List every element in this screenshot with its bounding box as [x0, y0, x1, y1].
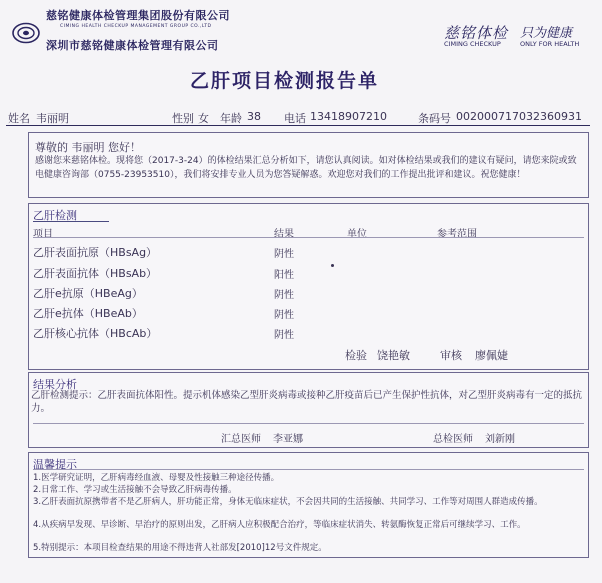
- reviewer-label: 审核: [440, 349, 462, 362]
- phone-label: 电话: [284, 112, 306, 125]
- header-unit: 单位: [347, 229, 367, 240]
- patient-gender: 女: [198, 112, 209, 125]
- greeting-body: 感谢您来慈铭体检。现将您（2017-3-24）的体检结果汇总分析如下，请您认真阅读。如对体检结果或我们的建议有疑问，请您来院或致电健康咨询部（0755-23953510），我们将安排专业人员为您答疑解惑。欢迎您对我们的工作提出批评和建议。祝您健康！: [35, 156, 577, 180]
- test-item-name: 乙肝表面抗原（HBsAg）: [33, 246, 158, 259]
- reviewer-name: 廖佩婕: [475, 349, 508, 362]
- chief-doctor-name: 刘新刚: [485, 434, 515, 445]
- test-section-title: 乙肝检测: [33, 209, 77, 222]
- test-item-result: 阴性: [274, 310, 294, 321]
- test-item-result: 阴性: [274, 249, 294, 260]
- age-label: 年龄: [220, 112, 242, 125]
- abnormal-marker: [331, 264, 334, 267]
- name-label: 姓名: [8, 112, 30, 125]
- analysis-box: [28, 372, 589, 448]
- section-underline: [33, 221, 109, 222]
- summary-doctor-name: 李亚娜: [273, 434, 303, 445]
- test-item-name: 乙肝核心抗体（HBcAb）: [33, 327, 158, 340]
- greeting-box: [28, 132, 589, 198]
- tips-divider: [33, 469, 584, 470]
- patient-age: 38: [247, 110, 261, 123]
- tips-title: 温馨提示: [33, 458, 77, 471]
- header-divider: [33, 237, 584, 238]
- barcode-label: 条码号: [418, 112, 451, 125]
- gender-label: 性别: [172, 112, 194, 125]
- branch-name-cn: 深圳市慈铭健康体检管理有限公司: [46, 39, 219, 52]
- analysis-title: 结果分析: [33, 378, 77, 391]
- analysis-divider: [33, 423, 584, 424]
- checker-label: 检验: [345, 349, 367, 362]
- brand-name: 慈铭体检: [444, 24, 509, 42]
- brand-name-en: CIMING CHECKUP: [444, 40, 501, 48]
- tip-item: 2.日常工作、学习或生活接触不会导致乙肝病毒传播。: [33, 485, 237, 495]
- summary-doctor-label: 汇总医师: [221, 434, 261, 445]
- patient-barcode: 002000717032360931: [456, 110, 582, 123]
- patient-phone: 13418907210: [310, 110, 387, 123]
- tip-item: 3.乙肝表面抗原携带者不是乙肝病人，肝功能正常，身体无临床症状，不会因共同的生活接触、共同学习、工作等对周围人群造成传播。: [33, 497, 543, 507]
- patient-name: 韦丽明: [36, 112, 69, 125]
- test-item-name: 乙肝e抗原（HBeAg）: [33, 287, 143, 300]
- ciming-logo-icon: [12, 22, 40, 44]
- company-name-en: CIMING HEALTH CHECKUP MANAGEMENT GROUP CO.,LTD: [60, 24, 212, 29]
- brand-slogan: 只为健康: [520, 26, 573, 41]
- test-item-name: 乙肝e抗体（HBeAb）: [33, 307, 143, 320]
- test-item-result: 阴性: [274, 330, 294, 341]
- company-name-cn: 慈铭健康体检管理集团股份有限公司: [46, 9, 230, 22]
- test-item-result: 阳性: [274, 270, 294, 281]
- header-range: 参考范围: [437, 229, 477, 240]
- header-result: 结果: [274, 229, 294, 240]
- tip-item: 4.从疾病早发现、早诊断、早治疗的原则出发，乙肝病人应积极配合治疗，等临床症状消失、转氨酶恢复正常后可继续学习、工作。: [33, 520, 526, 530]
- test-item-name: 乙肝表面抗体（HBsAb）: [33, 267, 158, 280]
- chief-doctor-label: 总检医师: [433, 434, 473, 445]
- tips-box: [28, 452, 589, 558]
- header-item: 项目: [33, 229, 53, 240]
- greeting-hello: 尊敬的 韦丽明 您好！: [35, 141, 141, 154]
- tip-item: 5.特别提示：本项目检查结果的用途不得违背人社部发[2010]12号文件规定。: [33, 543, 327, 553]
- tip-item: 1.医学研究证明，乙肝病毒经血液、母婴及性接触三种途径传播。: [33, 473, 280, 483]
- test-results-box: [28, 203, 589, 370]
- analysis-body: 乙肝检测提示：乙肝表面抗体阳性。提示机体感染乙型肝炎病毒或接种乙肝疫苗后已产生保护性抗体，对乙型肝炎病毒有一定的抵抗力。: [31, 390, 583, 414]
- brand-slogan-en: ONLY FOR HEALTH: [520, 40, 580, 48]
- report-title: 乙肝项目检测报告单: [190, 70, 380, 92]
- checker-name: 饶艳敏: [377, 349, 410, 362]
- info-divider: [6, 125, 590, 126]
- test-item-result: 阴性: [274, 290, 294, 301]
